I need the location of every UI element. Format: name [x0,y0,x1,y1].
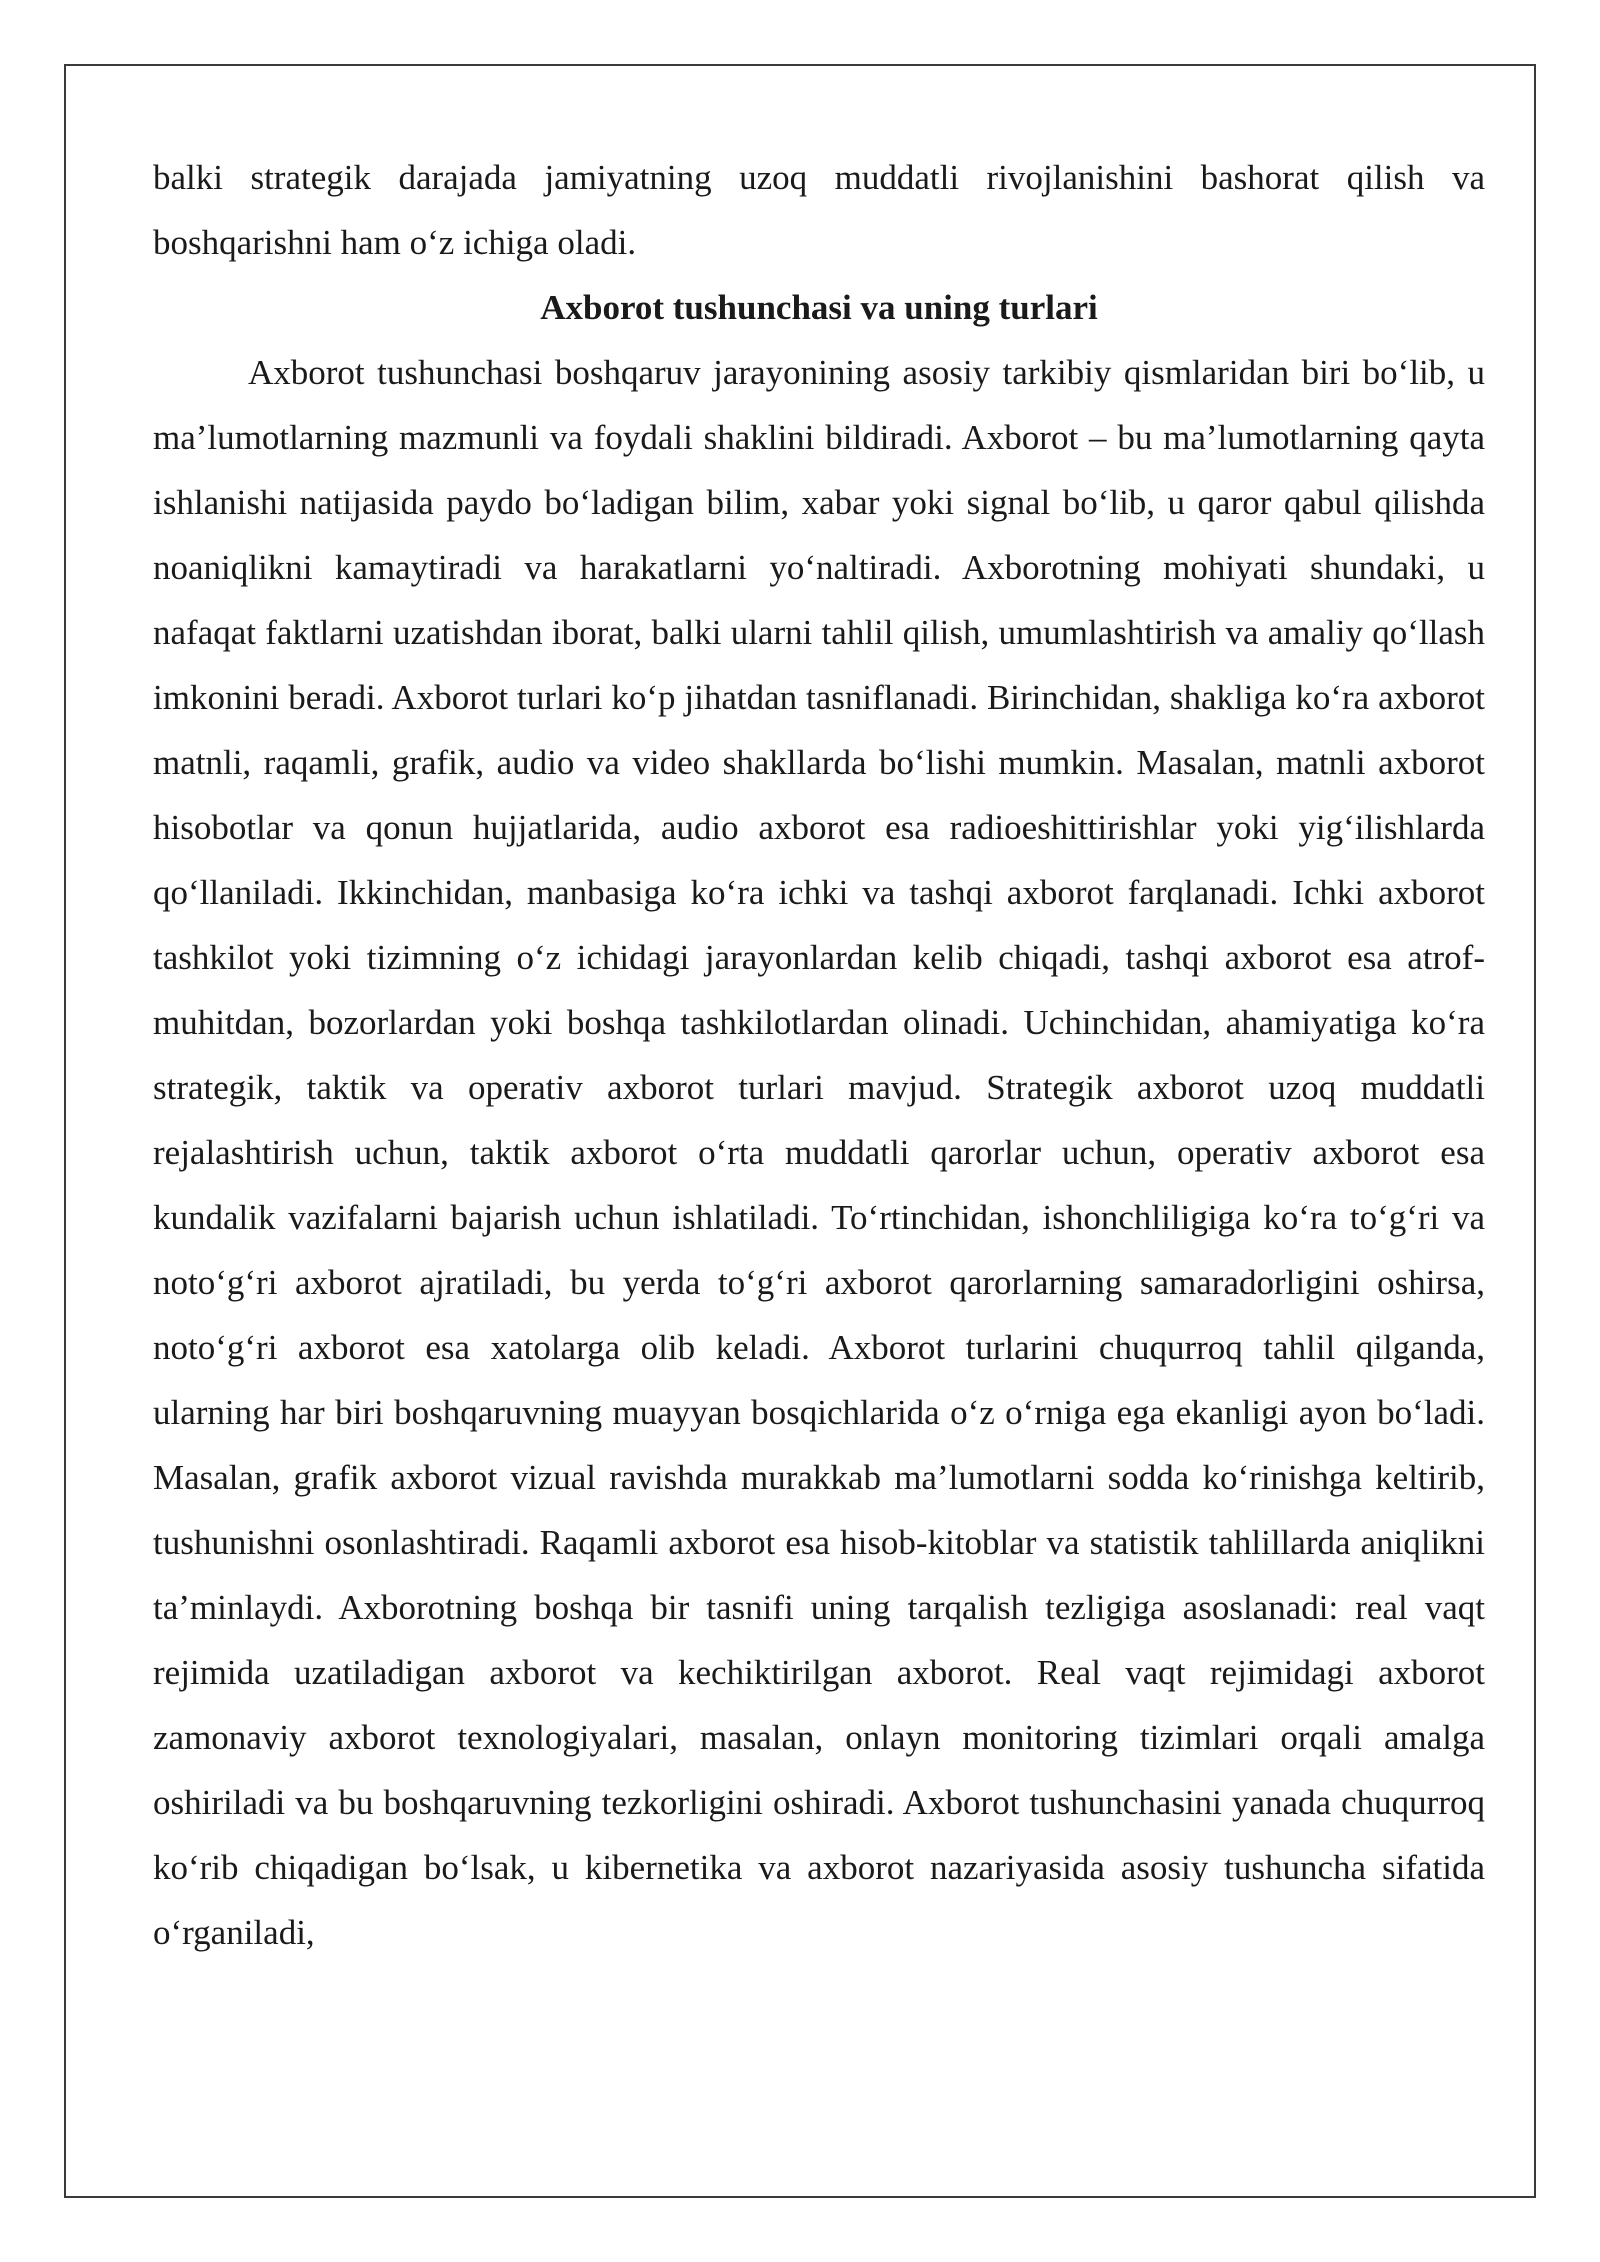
intro-paragraph: balki strategik darajada jamiyatning uzoq muddatli rivojlanishini bashorat qilish va boshqarishni ham o‘z ichiga oladi. [153,158,1485,262]
document-body [153,145,1485,1965]
body-paragraph: Axborot tushunchasi boshqaruv jarayonining asosiy tarkibiy qismlaridan biri bo‘lib, u ma’lumotlarning mazmunli va foydali shaklini bildiradi. Axborot – bu ma’lumotlarning qayta ishlanishi natijasida paydo bo‘ladigan bilim, xabar yoki signal bo‘lib, u qaror qabul qilishda noaniqlikni kamaytiradi va harakatlarni yo‘naltiradi. Axborotning mohiyati shundaki, u nafaqat faktlarni uzatishdan iborat, balki ularni tahlil qilish, umumlashtirish va amaliy qo‘llash imkonini beradi. Axborot turlari ko‘p jihatdan tasniflanadi. Birinchidan, shakliga ko‘ra axborot matnli, raqamli, grafik, audio va video shakllarda bo‘lishi mumkin. Masalan, matnli axborot hisobotlar va qonun hujjatlarida, audio axborot esa radioeshittirishlar yoki yig‘ilishlarda qo‘llaniladi. Ikkinchidan, manbasiga ko‘ra ichki va tashqi axborot farqlanadi. Ichki axborot tashkilot yoki tizimning o‘z ichidagi jarayonlardan kelib chiqadi, tashqi axborot esa atrof-muhitdan, bozorlardan yoki boshqa tashkilotlardan olinadi. Uchinchidan, ahamiyatiga ko‘ra strategik, taktik va operativ axborot turlari mavjud. Strategik axborot uzoq muddatli rejalashtirish uchun, taktik axborot o‘rta muddatli qarorlar uchun, operativ axborot esa kundalik vazifalarni bajarish uchun ishlatiladi. To‘rtinchidan, ishonchliligiga ko‘ra to‘g‘ri va noto‘g‘ri axborot ajratiladi, bu yerda to‘g‘ri axborot qarorlarning samaradorligini oshirsa, noto‘g‘ri axborot esa xatolarga olib keladi. Axborot turlarini chuqurroq tahlil qilganda, ularning har biri boshqaruvning muayyan bosqichlarida o‘z o‘rniga ega ekanligi ayon bo‘ladi. Masalan, grafik axborot vizual ravishda murakkab ma’lumotlarni sodda ko‘rinishga keltirib, tushunishni osonlashtiradi. Raqamli axborot esa hisob-kitoblar va statistik tahlillarda aniqlikni ta’minlaydi. Axborotning boshqa bir tasnifi uning tarqalish tezligiga asoslanadi: real vaqt rejimida uzatiladigan axborot va kechiktirilgan axborot. Real vaqt rejimidagi axborot zamonaviy axborot texnologiyalari, masalan, onlayn monitoring tizimlari orqali amalga oshiriladi va bu boshqaruvning tezkorligini oshiradi. Axborot tushunchasini yanada chuqurroq ko‘rib chiqadigan bo‘lsak, u kibernetika va axborot nazariyasida asosiy tushuncha sifatida o‘rganiladi, [153,353,1485,1952]
section-heading: Axborot tushunchasi va uning turlari [540,288,1098,327]
